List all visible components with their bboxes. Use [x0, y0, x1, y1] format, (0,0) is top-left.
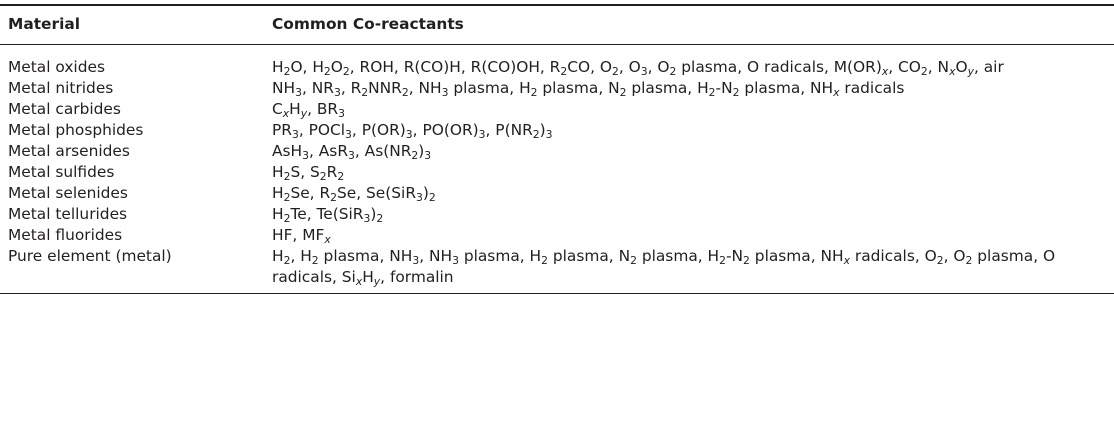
table-row: [0, 99, 1114, 120]
co-reactants-cell: $NH_3$, $NR_3$, $R_2NNR_2$, $NH_3$ plasma, $H_2$ plasma, $N_2$ plasma, $H_2-N_2$ plasma, $NH_x$ radicals: [272, 79, 905, 100]
material-cell: Metal fluorides: [8, 226, 123, 244]
table-row: [0, 246, 1114, 294]
material-cell: Pure element (metal): [8, 247, 172, 265]
co-reactants-cell: $H_2S$, $S_2R_2$: [272, 163, 345, 184]
table-row: [0, 162, 1114, 183]
material-cell: Metal oxides: [8, 58, 105, 76]
table-header: [0, 5, 1114, 45]
co-reactants-cell: AsH$_3$, AsR$_3$, $As(NR_2)_3$: [272, 142, 432, 163]
co-reactants-table: [0, 4, 1114, 294]
material-cell: Metal phosphides: [8, 121, 144, 139]
co-reactants-cell: $PR_3$, POCl$_3$, $P(OR)_3$, $PO(OR)_3$, $P(NR_2)_3$: [272, 121, 553, 142]
co-reactants-cell: $C_xH_y$, $BR_3$: [272, 100, 345, 121]
co-reactants-cell: $H_2$, $H_2$ plasma, $NH_3$, $NH_3$ plasma, $H_2$ plasma, $N_2$ plasma, $H_2-N_2$ plasma, $NH_x$ radicals, $O_2$, $O_2$ plasma, O radicals, $Si_xH_y$, formalin: [272, 247, 1056, 289]
header-co-reactants: Common Co-reactants: [272, 15, 464, 33]
table-body: [0, 45, 1114, 294]
material-cell: Metal nitrides: [8, 79, 114, 97]
material-cell: Metal carbides: [8, 100, 121, 118]
co-reactants-cell: HF, $MF_x$: [272, 226, 331, 247]
table-row: [0, 141, 1114, 162]
co-reactants-cell: $H_2Te$, $Te(SiR_3)_2$: [272, 205, 384, 226]
material-cell: Metal selenides: [8, 184, 128, 202]
co-reactants-cell: $H_2Se$, $R_2Se$, $Se(SiR_3)_2$: [272, 184, 436, 205]
material-cell: Metal sulfides: [8, 163, 115, 181]
table-row: [0, 183, 1114, 204]
co-reactants-cell: $H_2O$, $H_2O_2$, ROH, R(CO)H, R(CO)OH, $R_2CO$, $O_2$, $O_3$, $O_2$ plasma, O radicals, $M(OR)_x$, $CO_2$, $N_xO_y$, air: [272, 58, 1004, 79]
table-row: [0, 78, 1114, 99]
table-row: [0, 204, 1114, 225]
table-row: [0, 225, 1114, 246]
table-row: [0, 45, 1114, 79]
header-material: Material: [8, 15, 81, 33]
header-row: [0, 5, 1114, 45]
material-cell: Metal arsenides: [8, 142, 130, 160]
material-cell: Metal tellurides: [8, 205, 128, 223]
table-row: [0, 120, 1114, 141]
